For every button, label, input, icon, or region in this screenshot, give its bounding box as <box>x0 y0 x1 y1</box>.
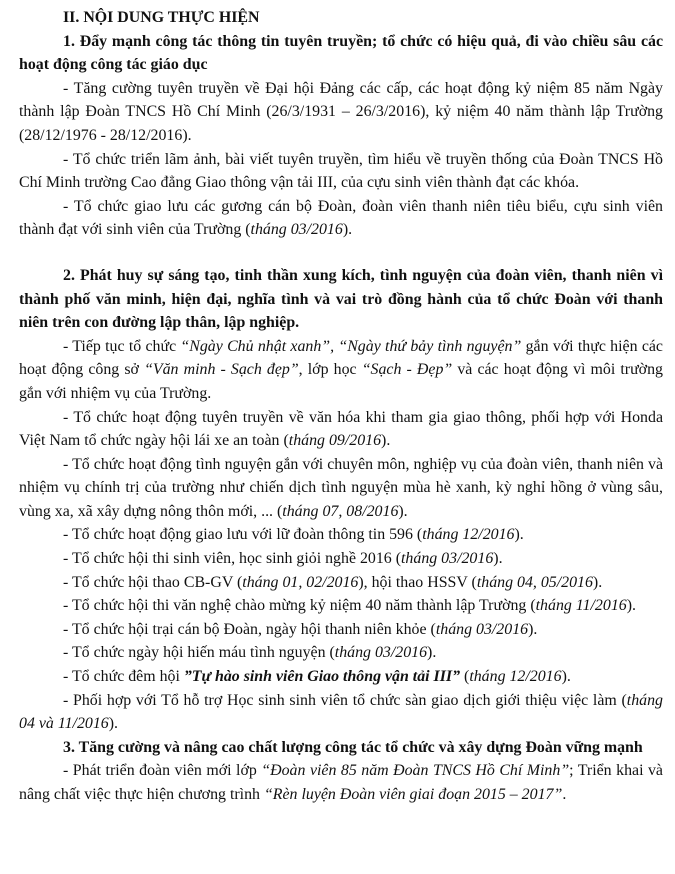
date-note: tháng 12/2016 <box>422 526 515 544</box>
date-note: tháng 03/2016 <box>250 221 343 239</box>
date-note: tháng 09/2016 <box>288 432 382 450</box>
paragraph-gap <box>19 242 663 264</box>
section-3-title: 3. Tăng cường và nâng cao chất lượng công tác tổ chức và xây dựng Đoàn vững mạnh <box>63 738 643 756</box>
section-2-item-8: - Tổ chức hội trại cán bộ Đoàn, ngày hội thanh niên khỏe (tháng 03/2016). <box>63 620 538 638</box>
date-note: tháng 04, 05/2016 <box>476 573 593 591</box>
quoted-program: “Văn minh - Sạch đẹp” <box>144 361 299 379</box>
section-2-item-7: - Tổ chức hội thi văn nghệ chào mừng kỷ niệm 40 năm thành lập Trường (tháng 11/2016). <box>63 597 636 615</box>
section-1-title: 1. Đẩy mạnh công tác thông tin tuyên truyền; tổ chức có hiệu quả, đi vào chiều sâu các hoạt động công tác giáo dục <box>19 32 663 74</box>
section-2-item-3: - Tổ chức hoạt động tình nguyện gắn với chuyên môn, nghiệp vụ của đoàn viên, thanh niên và nhiệm vụ chính trị của trường như chiến dịch tình nguyện mùa hè xanh, kỳ nghỉ hồng ở vùng sâu, vùng xa, xã xây dựng nông thôn mới, ... (tháng 07, 08/2016). <box>19 455 663 520</box>
section-2-item-10: - Tổ chức đêm hội ”Tự hào sinh viên Giao thông vận tải III” (tháng 12/2016). <box>63 668 571 686</box>
date-note: tháng 04 và 11/2016 <box>19 691 663 733</box>
section-3-item-1: - Phát triển đoàn viên mới lớp “Đoàn viên 85 năm Đoàn TNCS Hồ Chí Minh”; Triển khai và nâng chất việc thực hiện chương trình “Rèn luyện Đoàn viên giai đoạn 2015 – 2017”. <box>19 762 663 803</box>
section-2-item-11: - Phối hợp với Tổ hỗ trợ Học sinh sinh viên tổ chức sàn giao dịch giới thiệu việc làm (tháng 04 và 11/2016). <box>19 691 663 733</box>
quoted-program: “Đoàn viên 85 năm Đoàn TNCS Hồ Chí Minh” <box>261 762 570 780</box>
section-2-item-9: - Tổ chức ngày hội hiến máu tình nguyện (tháng 03/2016). <box>63 644 437 662</box>
section-1-item-3: - Tổ chức giao lưu các gương cán bộ Đoàn, đoàn viên thanh niên tiêu biểu, cựu sinh viên thành đạt với sinh viên của Trường (tháng 03/2016). <box>19 197 663 239</box>
section-2-item-2: - Tổ chức hoạt động tuyên truyền về văn hóa khi tham gia giao thông, phối hợp với Honda Việt Nam tổ chức ngày hội lái xe an toàn (tháng 09/2016). <box>19 408 663 450</box>
section-2-item-5: - Tổ chức hội thi sinh viên, học sinh giỏi nghề 2016 (tháng 03/2016). <box>63 550 503 568</box>
date-note: tháng 03/2016 <box>401 550 494 568</box>
section-1-item-2: - Tổ chức triển lãm ảnh, bài viết tuyên truyền, tìm hiểu về truyền thống của Đoàn TNCS Hồ Chí Minh trường Cao đẳng Giao thông vận tải III, của cựu sinh viên thành đạt các khóa. <box>19 150 663 192</box>
date-note: tháng 11/2016 <box>535 597 627 615</box>
section-2-title: 2. Phát huy sự sáng tạo, tinh thần xung kích, tình nguyện của đoàn viên, thanh niên vì thành phố văn minh, hiện đại, nghĩa tình và vai trò đồng hành của tổ chức Đoàn với thanh niên trên con đường lập thân, lập nghiệp. <box>19 266 663 332</box>
quoted-program: “Rèn luyện Đoàn viên giai đoạn 2015 – 2017” <box>263 786 563 803</box>
date-note: tháng 03/2016 <box>334 644 428 662</box>
section-1-item-1: - Tăng cường tuyên truyền về Đại hội Đảng các cấp, các hoạt động kỷ niệm 85 năm Ngày thành lập Đoàn TNCS Hồ Chí Minh (26/3/1931 – 26/3/2016), kỷ niệm 40 năm thành lập Trường (28/12/1976 - 28/12/2016). <box>19 79 663 144</box>
section-heading: II. NỘI DUNG THỰC HIỆN <box>63 9 260 26</box>
date-note: tháng 03/2016 <box>435 620 529 638</box>
quoted-program: “Ngày Chủ nhật xanh”, “Ngày thứ bảy tình nguyện” <box>180 337 522 355</box>
date-note: tháng 07, 08/2016 <box>282 502 399 520</box>
date-note: tháng 01, 02/2016 <box>242 573 359 591</box>
section-2-item-6: - Tổ chức hội thao CB-GV (tháng 01, 02/2016), hội thao HSSV (tháng 04, 05/2016). <box>63 573 603 591</box>
event-name: ”Tự hào sinh viên Giao thông vận tải III” <box>183 668 461 686</box>
date-note: tháng 12/2016 <box>469 668 562 686</box>
section-2-item-1: - Tiếp tục tổ chức “Ngày Chủ nhật xanh”, “Ngày thứ bảy tình nguyện” gắn với thực hiện các hoạt động công sở “Văn minh - Sạch đẹp”, lớp học “Sạch - Đẹp” và các hoạt động vì môi trường gắn với nhiệm vụ của Trường. <box>19 337 663 402</box>
quoted-program: “Sạch - Đẹp” <box>361 361 453 379</box>
section-2-item-4: - Tổ chức hoạt động giao lưu với lữ đoàn thông tin 596 (tháng 12/2016). <box>63 526 524 544</box>
